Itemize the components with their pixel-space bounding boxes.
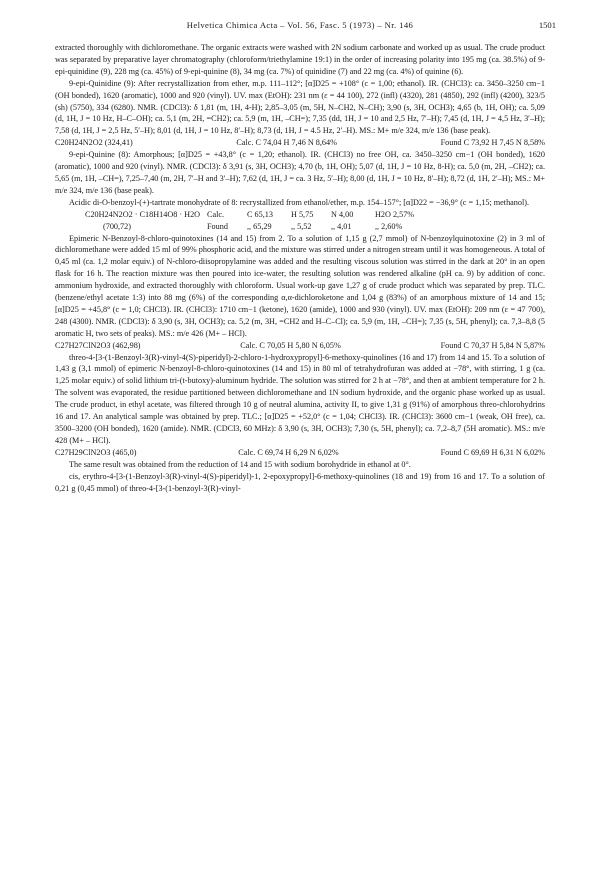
calc-n: N 4,00 xyxy=(331,209,354,219)
formula: C20H24N2O2 (324,41) xyxy=(55,138,133,148)
page-body xyxy=(55,42,545,494)
page-header xyxy=(44,20,556,34)
analysis-row xyxy=(85,221,545,233)
running-head: Helvetica Chimica Acta – Vol. 56, Fasc. 5 (1973) – Nr. 146 xyxy=(186,20,414,30)
paragraph: 9-epi-Quinidine (9): After recrystallization from ether, m.p. 111–112°; [α]D25 = +108° (c = 1,00; ethanol). IR. (CHCl3): ca. 3450–3250 cm−1 (OH bonded), 1620 (aromatic), 1000 and 920 (vinyl). UV. max (EtOH): 231 nm (ε = 44 100), 272 (infl) (4320), 281 (4850), 292 (infl) (4200), 323/5 (sh) (5750), 334 (6280). NMR. (CDCl3): δ 1,81 (m, 1H, 4-H); 2,85–3,05 (m, 5H, N–CH2, N–CH); 3,90 (s, 3H, OCH3); 4,65 (b, 1H, OH); ca. 5,09 (d, 1H, J = 10 Hz, H–C–OH); ca. 5,1 (m, 2H, =CH2); ca. 5,9 (m, 1H, –CH=); 7,35 (dd, 1H, J = 10 and 2,5 Hz, 7′–H); 7,45 (d, 1H, J = 4,5 Hz, 3′–H); 7,58 (d, 1H, J = 2,5 Hz, 5′–H); 8,01 (d, 1H, J = 10 Hz, 8′–H); 8,73 (d, 1H, J = 4.5 Hz, 2′–H). MS.: M+ m/e 324, m/e 136 (base peak). xyxy=(55,78,545,136)
found-values: Found C 70,37 H 5,84 N 5,87% xyxy=(440,340,545,350)
elemental-analysis-salt xyxy=(55,209,545,233)
calc-values: Calc. C 69,74 H 6,29 N 6,02% xyxy=(238,447,339,457)
found-water: ,, 2,60% xyxy=(375,221,403,231)
analysis-row xyxy=(85,209,545,221)
found-h: ,, 5,52 xyxy=(291,221,312,231)
elemental-analysis xyxy=(55,340,545,352)
calc-label: Calc. xyxy=(207,209,225,219)
paragraph: threo-4-[3-(1-Benzoyl-3(R)-vinyl-4(S)-piperidyl)-2-chloro-1-hydroxypropyl]-6-methoxy-quinolines (16 and 17) from 14 and 15. To a solution of 1,43 g (3,1 mmol) of epimeric N-benzoyl-8-chloro-quinotoxines (14 and 15) in 80 ml of tetrahydrofuran was added at −78°, with stirring, 1 g (ca. 1,25 molar equiv.) of solid lithium tri-(t-butoxy)-aluminum hydride. The solution was stirred for 2 h at −78°, and then at ambient temperature for 2 h. The solvent was evaporated, the residue partitioned between dichloromethane and 1N sodium hydroxide, and the organic phase worked up as usual. The crude product, in ethyl acetate, was filtered through 10 g of neutral alumina, activity II, to give 1,31 g (91%) of amorphous threo-chlorohydrins 16 and 17. An analytical sample was obtained by prep. TLC.; [α]D25 = +52,0° (c = 1,04; CHCl3). IR. (CHCl3): 3600 cm−1 (weak, OH free), ca. 3500–3200 (OH bonded), 1620 (amide). NMR. (CDCl3, 60 MHz): δ 3,90 (s, 3H, OCH3); 7,30 (s, 5H, phenyl); ca. 7,2–8,7 (5H aromatic). MS.: m/e 428 (M+ – HCl). xyxy=(55,352,545,445)
paragraph: Epimeric N-Benzoyl-8-chloro-quinotoxines (14 and 15) from 2. To a solution of 1,15 g (2,7 mmol) of N-benzoylquinotoxine (2) in 3 ml of dichloromethane were added 15 ml of 99% phosphoric acid, and the mixture was stirred under a nitrogen stream until it was homogeneous. A total of 0,45 ml (ca. 1,2 molar equiv.) of N-chloro-diisopropylamine was added and the resulting viscous solution was stirred in the dark at 20° in an open flask for 16 h. The reaction mixture was then poured into ice-water, the resulting solution was rendered alkaline (pH ca. 9) by addition of conc. ammonium hydroxide, and extracted thoroughly with chloroform. Usual work-up gave 1,27 g of crude product which was separated by prep. TLC. (benzene/ethyl acetate 1:3) into 88 mg (6%) of the corresponding α,α-dichloroketone and 1,04 g (83%) of an amorphous mixture of 14 and 15; [α]D25 = +45,8° (c = 1,0; CHCl3). IR. (CHCl3): 1710 cm−1 (ketone), 1620 (amide), 1000 and 930 (vinyl). UV. max (EtOH): 209 nm (ε = 47 700), 248 (4300). NMR. (CDCl3): δ 3,90 (s, 3H, OCH3); ca. 5,2 (m, 3H, =CH2 and H–C–Cl); ca. 5,9 (m, 1H, –CH=); 7,35 (s, 5H, phenyl); ca. 7,3–8,8 (5 aromatic H, two sets of peaks). MS.: m/e 426 (M+ – HCl). xyxy=(55,233,545,338)
paragraph: Acidic di-O-benzoyl-(+)-tartrate monohydrate of 8: recrystallized from ethanol/ether, m.p. 154–157°; [α]D22 = −36,9° (c = 1,15; methanol). xyxy=(69,197,530,207)
paragraph: extracted thoroughly with dichloromethane. The organic extracts were washed with 2N sodium carbonate and worked up as usual. The crude product was separated by preparative layer chromatography (chloroform/triethylamine 19:1) in the order of increasing polarity into 195 mg (ca. 38.5%) of 9-epi-quinidine (9), 228 mg (ca. 45%) of 9-epi-quinine (8), 34 mg (ca. 7%) of quinidine (7) and 22 mg (ca. 4%) of quinine (6). xyxy=(55,43,545,76)
formula: C27H29ClN2O3 (465,0) xyxy=(55,447,137,457)
found-label: Found xyxy=(207,221,228,231)
paragraph: cis, erythro-4-[3-(1-Benzoyl-3(R)-vinyl-4(S)-piperidyl)-1, 2-epoxypropyl]-6-methoxy-quinolines (18 and 19) from 16 and 17. To a solution of 0,21 g (0,45 mmol) of threo-4-[3-(1-benzoyl-3(R)-vinyl- xyxy=(55,471,545,493)
formula: C20H24N2O2 · C18H14O8 · H2O xyxy=(85,209,201,219)
found-values: Found C 69,69 H 6,31 N 6,02% xyxy=(440,447,545,457)
molecular-weight: (700,72) xyxy=(103,221,131,231)
calc-h: H 5,75 xyxy=(291,209,314,219)
page-number: 1501 xyxy=(538,20,556,30)
paragraph: The same result was obtained from the reduction of 14 and 15 with sodium borohydride in ethanol at 0°. xyxy=(69,459,411,469)
calc-values: Calc. C 74,04 H 7,46 N 8,64% xyxy=(236,138,337,148)
found-c: ,, 65,29 xyxy=(247,221,272,231)
paragraph: 9-epi-Quinine (8): Amorphous; [α]D25 = +43,8° (c = 1,20; ethanol). IR. (CHCl3) no free OH, ca. 3450–3250 cm−1 (OH bonded), 1620 (aromatic), 1000 and 920 (vinyl). NMR. (CDCl3): δ 3,91 (s, 3H, OCH3); 4,70 (b, 1H, OH); 5,07 (d, 1H, J = 10 Hz, 8-H); ca. 5,0 (m, 2H, –CH2); ca. 5,65 (m, 1H, –CH=), 7,25–7,40 (m, 2H, 7′–H and 3′–H); 7,62 (d, 1H, J = ca. 3 Hz, 5′–H); 8,00 (d, 1H, J = 10 Hz, 8′–H); 8,72 (d, 1H, 2′–H); MS.: M+ m/e 324, m/e 136 (base peak). xyxy=(55,150,545,195)
elemental-analysis xyxy=(55,447,545,459)
calc-water: H2O 2,57% xyxy=(375,209,415,219)
found-n: ,, 4,01 xyxy=(331,221,352,231)
found-values: Found C 73,92 H 7,45 N 8,58% xyxy=(440,138,545,148)
calc-c: C 65,13 xyxy=(247,209,273,219)
elemental-analysis xyxy=(55,137,545,149)
formula: C27H27ClN2O3 (462,98) xyxy=(55,340,141,350)
calc-values: Calc. C 70,05 H 5,80 N 6,05% xyxy=(240,340,341,350)
